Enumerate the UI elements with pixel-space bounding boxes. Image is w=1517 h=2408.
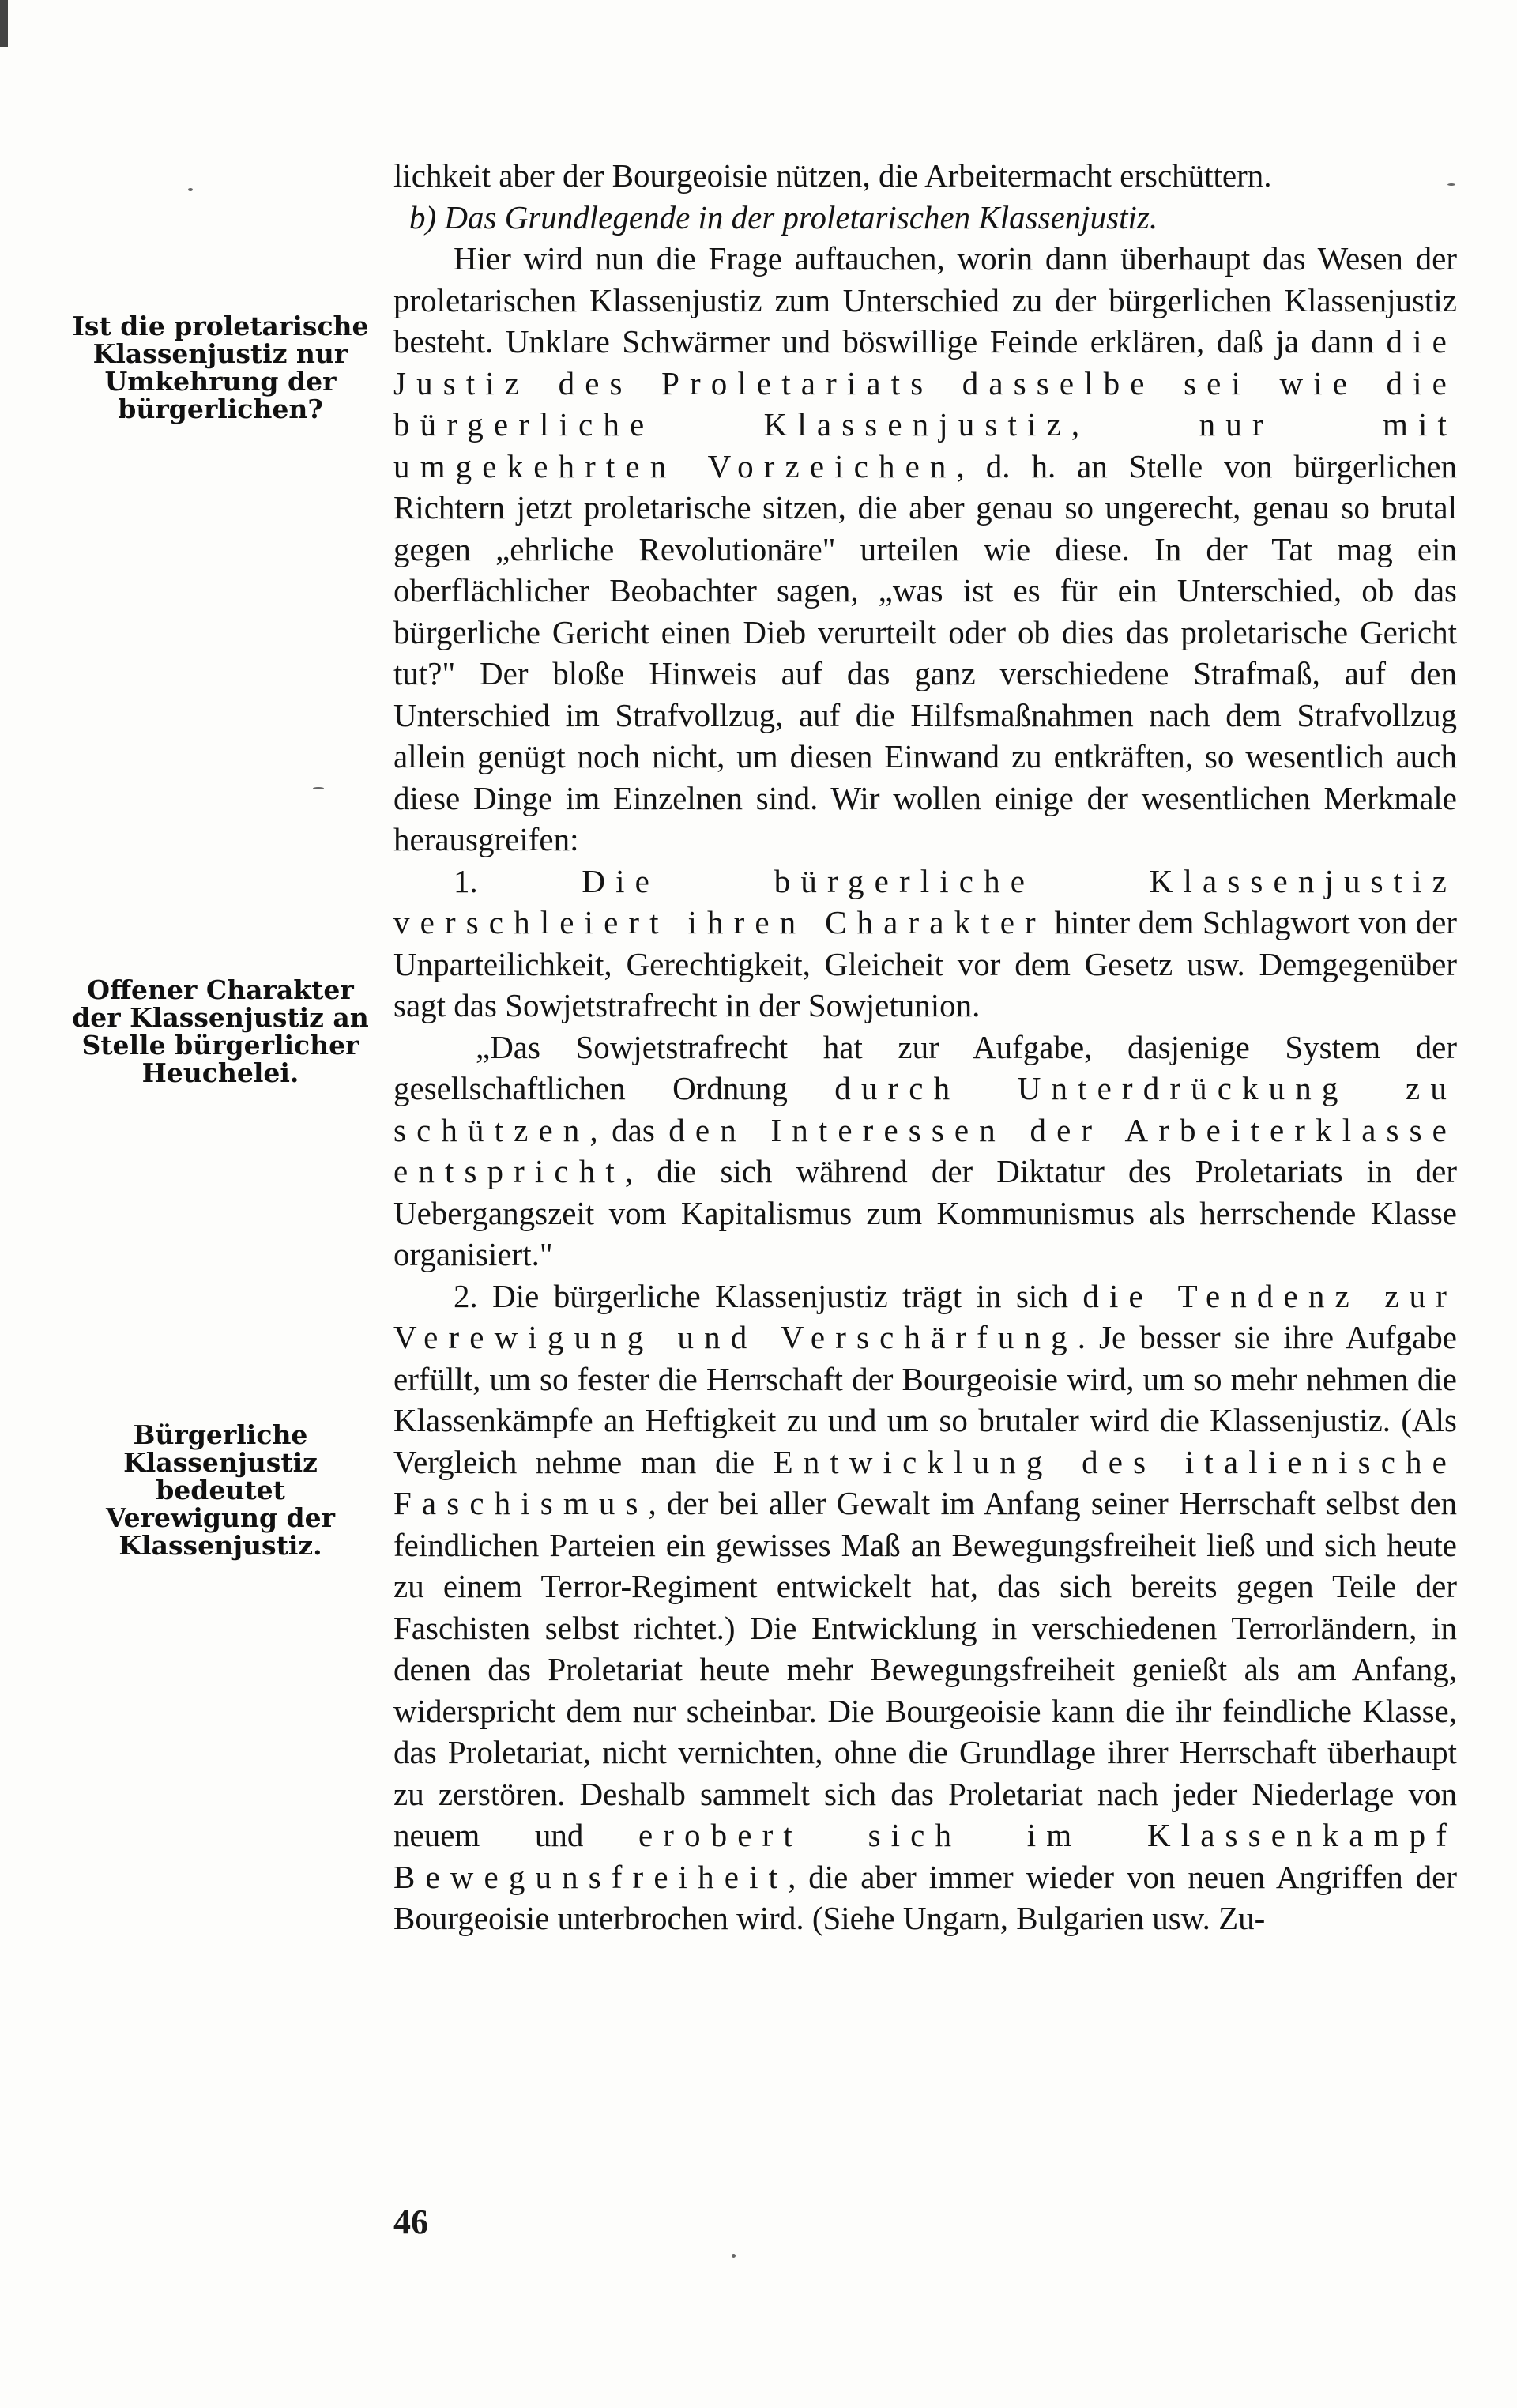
point-number: 1. (454, 862, 478, 899)
scan-speck (732, 2254, 736, 2258)
spaced-emphasis: den Interessen der Arbeiterklasse entspricht (393, 1111, 1457, 1189)
text-run: Hier wird nun die Frage auftauchen, worin dann überhaupt das Wesen der proletarischen Klassenjustiz zum Unterschied zu der bürgerlichen Klassenjustiz besteht. Unklare Schwärmer und böswillige Feinde erklären, daß ja dann (393, 240, 1457, 360)
spaced-emphasis: Die bürgerliche Klassenjustiz verschleiert ihren Charakter (393, 862, 1457, 940)
text-run: hinter dem Schlagwort von der Unparteilichkeit, Gerechtigkeit, Gleicheit vor dem Gesetz usw. Demgegenüber sagt das Sowjetstrafrecht in der Sowjetunion. (393, 904, 1457, 1023)
paragraph-point-1 (393, 861, 1457, 1027)
section-heading-b: b) Das Grundlegende in der proletarischen Klassenjustiz. (409, 198, 1158, 236)
paragraph-point-2 (393, 1276, 1457, 1939)
text-run: , die aber immer wieder von neuen Angriffen der Bourgeoisie unterbrochen wird. (Siehe Ungarn, Bulgarien usw. Zu- (393, 1858, 1457, 1936)
text-run: , das (589, 1111, 669, 1148)
main-text-column (393, 155, 1457, 1939)
text-run: , die sich während der Diktatur des Proletariats in der Uebergangszeit vom Kapitalismus zum Kommunismus als herrschende Klasse organisiert." (393, 1153, 1457, 1272)
scan-speck (188, 188, 193, 191)
marginal-note-2: Offener Charakter der Klassenjustiz an Stelle bürgerlicher Heuchelei. (72, 974, 369, 1088)
spaced-emphasis: erobert sich im Klassenkampf Bewegunsfreiheit (393, 1817, 1457, 1895)
scan-speck (313, 787, 324, 789)
quotation-sowjetstrafrecht (393, 1027, 1457, 1276)
text-run: , d. h. an Stelle von bürgerlichen Richtern jetzt proletarische sitzen, die aber genau so ungerecht, genau so brutal gegen „ehrliche Revolutionäre" urteilen wie diese. In der Tat mag ein oberflächlicher Beobachter sagen, „was ist es für ein Unterschied, ob das bürgerliche Gericht einen Dieb verurteilt oder ob dies das proletarische Gericht tut?" Der bloße Hinweis auf das ganz verschiedene Strafmaß, auf den Unterschied im Strafvollzug, auf die Hilfsmaßnahmen nach dem Strafvollzug allein genügt noch nicht, um diesen Einwand zu entkräften, so wesentlich auch diese Dinge im Einzelnen sind. Wir wollen einige der wesentlichen Merkmale herausgreifen: (393, 447, 1457, 857)
text-run: „Das Sowjetstrafrecht hat zur Aufgabe, dasjenige System der gesellschaftlichen Ordnung (393, 1028, 1457, 1106)
text-run: 2. Die bürgerliche Klassenjustiz trägt in sich (454, 1277, 1083, 1314)
text-run: . Je besser sie ihre Aufgabe erfüllt, um so fester die Herrschaft der Bourgeoisie wird, um so mehr nehmen die Klassenkämpfe an Heftigkeit zu und um so brutaler wird die Klassenjustiz. (Als Vergleich nehme man die (393, 1319, 1458, 1480)
spaced-emphasis: die Tendenz zur Verewigung und Verschärfung (393, 1277, 1458, 1355)
marginal-note-1: Ist die proletarische Klassenjustiz nur Umkehrung der bürgerlichen? (72, 311, 369, 424)
spaced-emphasis: Entwicklung des italienische Faschismus (393, 1443, 1457, 1521)
paragraph-continuation: lichkeit aber der Bourgeoisie nützen, die Arbeitermacht erschüttern. (393, 157, 1272, 194)
page-number: 46 (393, 2203, 428, 2241)
spaced-emphasis: die Justiz des Proletariats dasselbe sei wie die bürgerliche Klassenjustiz, nur mit umgekehrten Vorzeichen (393, 323, 1457, 484)
paragraph-question (393, 238, 1457, 861)
scan-speck (1447, 183, 1455, 186)
spaced-emphasis: durch Unterdrückung zu schützen (393, 1070, 1457, 1148)
scan-edge-mark (0, 0, 8, 47)
marginal-note-3: Bürgerliche Klassenjustiz bedeutet Verewigung der Klassenjustiz. (106, 1419, 335, 1561)
text-run: , der bei aller Gewalt im Anfang seiner Herrschaft selbst den feindlichen Parteien ein gewisses Maß an Bewegungsfreiheit ließ und sich heute zu einem Terror-Regiment entwickelt hat, das sich bereits gegen Teile der Faschisten selbst richtet.) Die Entwicklung in verschiedenen Terrorländern, in denen das Proletariat heute mehr Bewegungsfreiheit genießt als am Anfang, widerspricht dem nur scheinbar. Die Bourgeoisie kann die ihr feindliche Klasse, das Proletariat, nicht vernichten, ohne die Grundlage ihrer Herrschaft überhaupt zu zerstören. Deshalb sammelt sich das Proletariat nach jeder Niederlage von neuem und (393, 1485, 1457, 1853)
